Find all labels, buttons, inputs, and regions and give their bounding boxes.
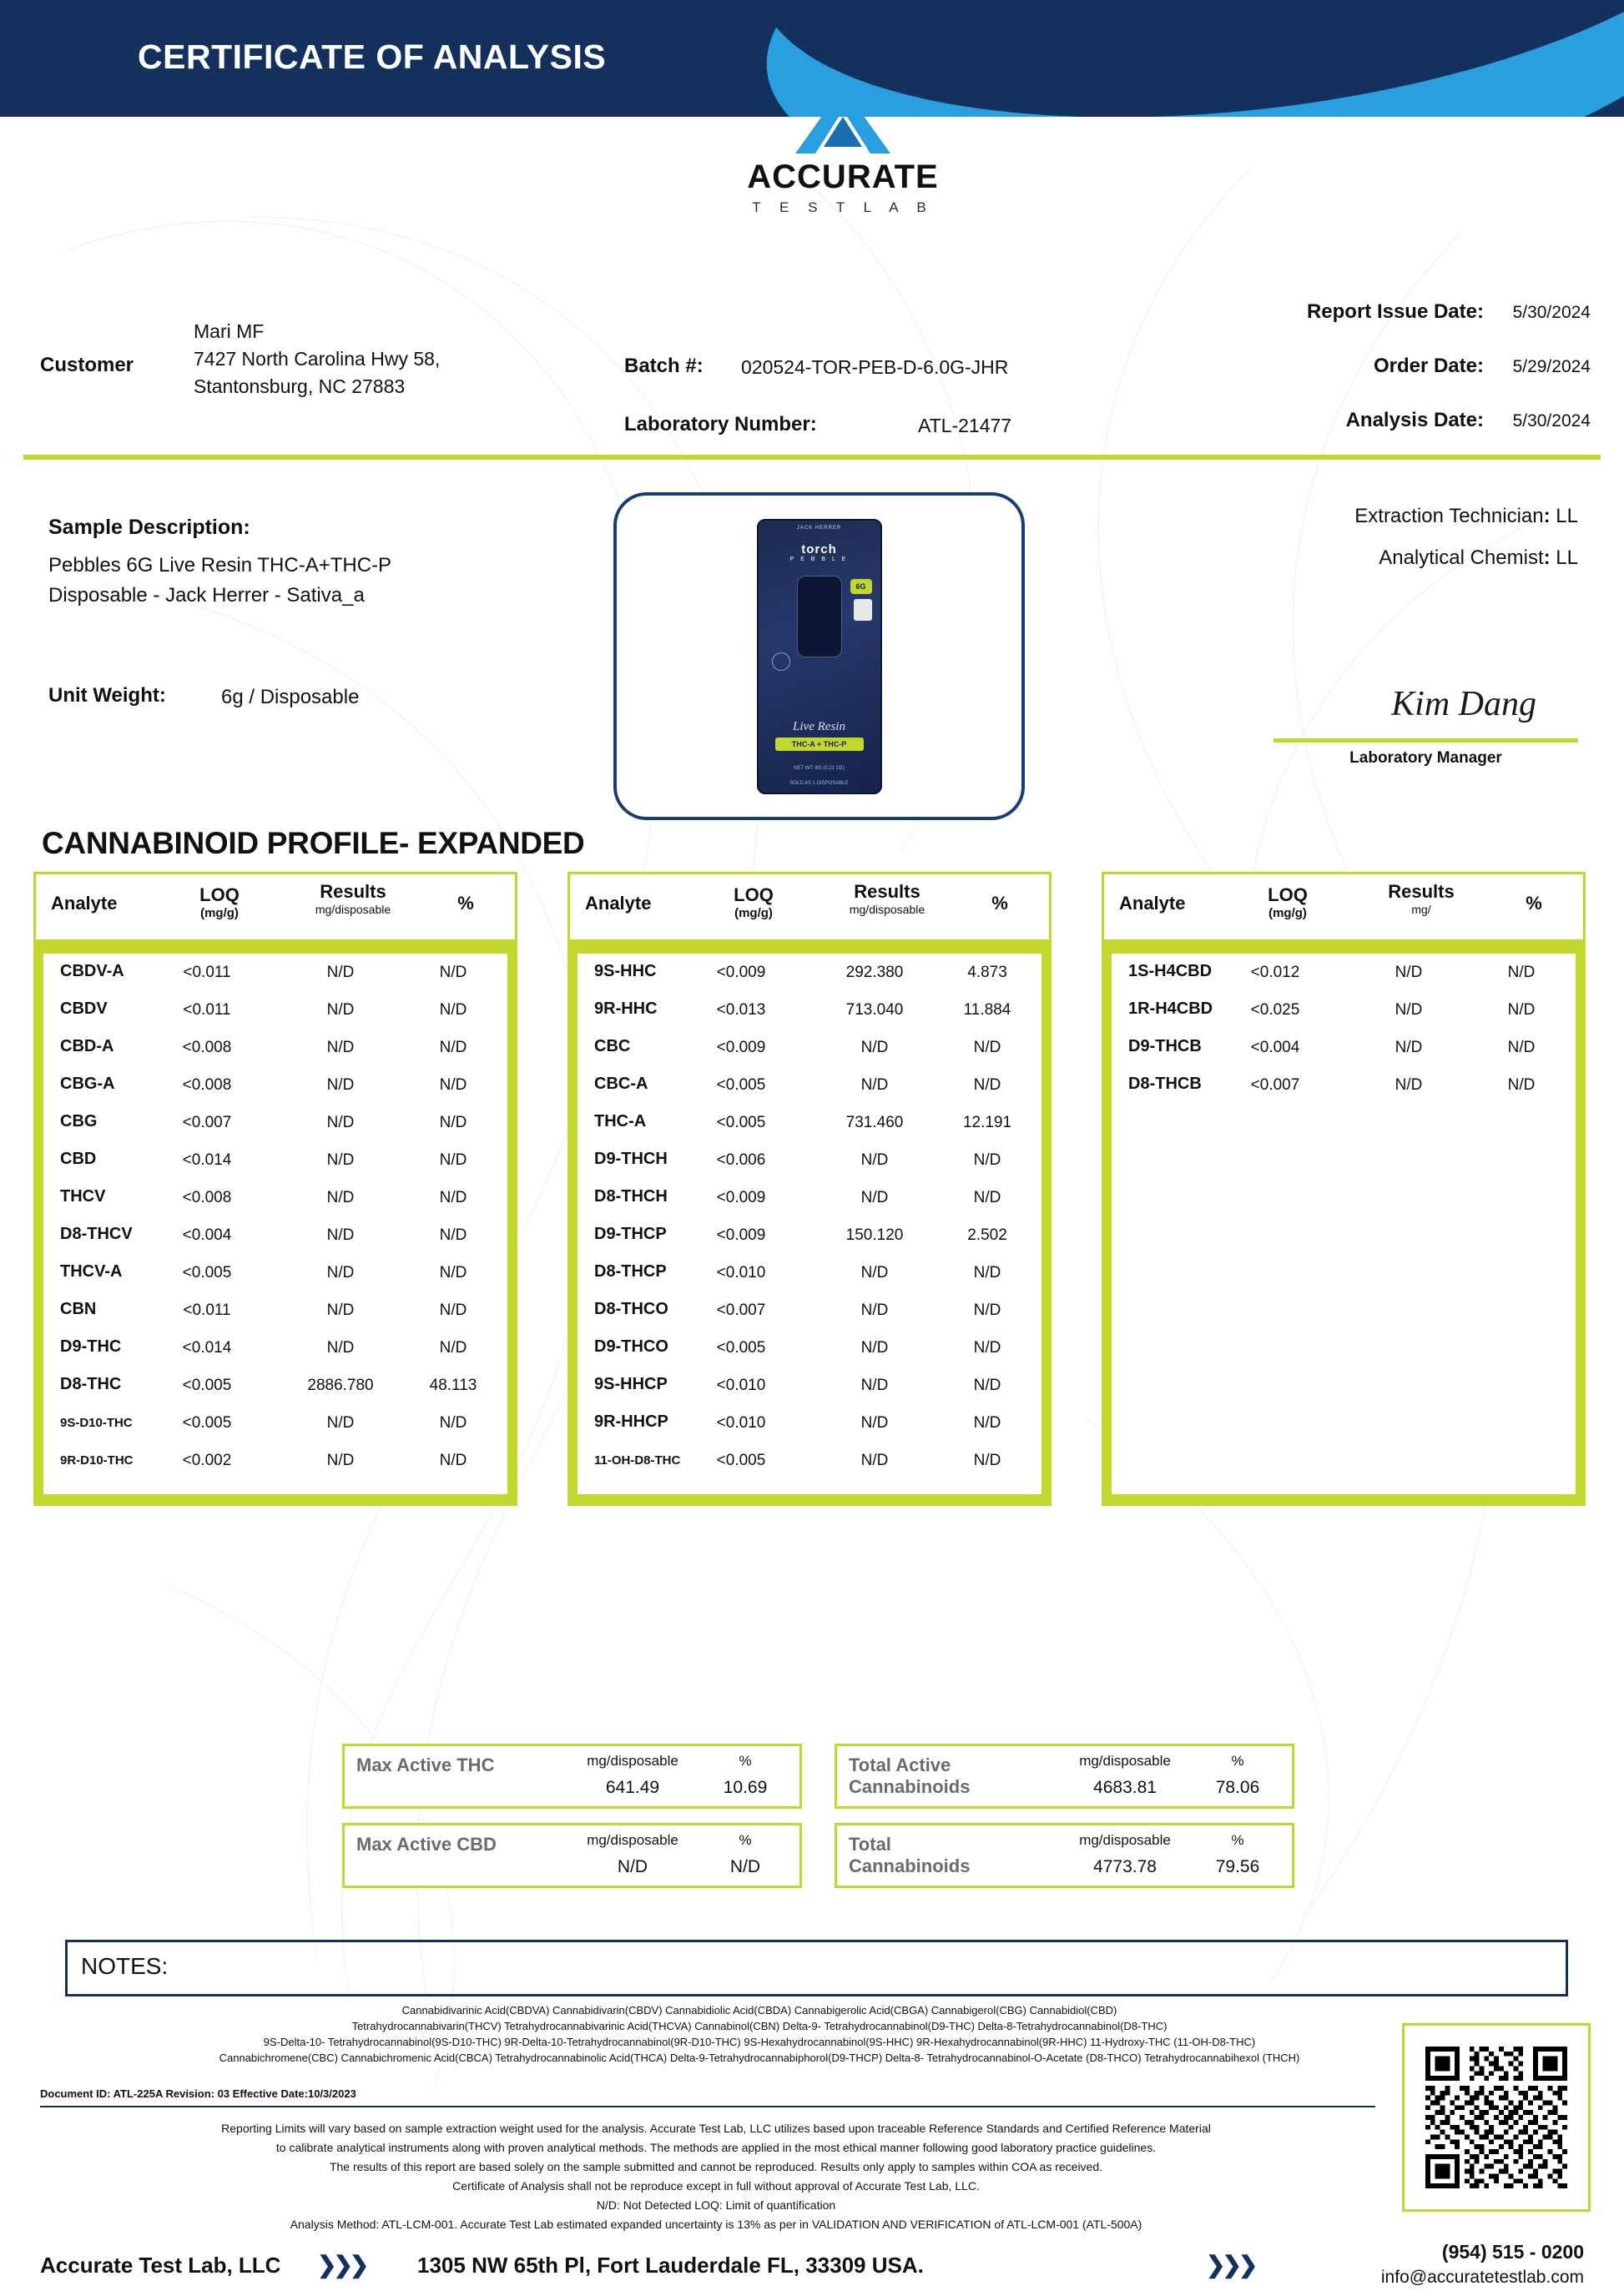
analyte-name: D9-THC <box>60 1337 122 1356</box>
table-row <box>1112 1029 1576 1066</box>
customer-label: Customer <box>40 354 134 376</box>
total-active-cannabinoids-box <box>835 1744 1294 1809</box>
analyte-name: D9-THCO <box>594 1337 668 1356</box>
analyte-name: 11-OH-D8-THC <box>594 1453 681 1468</box>
legend-line-1: Cannabidivarinic Acid(CBDVA) Cannabidivarin(CBDV) Cannabidiolic Acid(CBDA) Cannabigerolic Acid(CBGA) Cannabigerol(CBG) Cannabidiol(CBD) <box>401 2004 1117 2017</box>
analyte-result: N/D <box>326 1076 355 1094</box>
analyte-result: 292.380 <box>845 964 904 981</box>
analyte-result: N/D <box>326 1264 355 1281</box>
notes-label: NOTES: <box>81 1953 169 1979</box>
report-issue-date-label: Report Issue Date: <box>1306 300 1484 323</box>
analyte-name: CBD <box>60 1150 97 1168</box>
total-active-label-2: Cannabinoids <box>849 1776 971 1797</box>
analyte-result: N/D <box>326 964 355 981</box>
analyte-loq: <0.005 <box>182 1377 232 1394</box>
footer-arrows-right-icon: ❯❯❯ <box>1206 2252 1255 2278</box>
product-image-frame <box>613 492 1025 820</box>
product-brand-sub: P E B B L E <box>789 556 849 562</box>
product-brand <box>757 542 882 562</box>
table-1-body <box>33 954 517 1494</box>
table-row <box>43 1179 507 1216</box>
analyte-percent: N/D <box>439 1039 467 1056</box>
table-1-header <box>33 872 517 942</box>
sample-desc-line2: Disposable - Jack Herrer - Sativa_a <box>48 584 365 607</box>
analyte-percent: 11.884 <box>963 1001 1011 1019</box>
product-brand-name: torch <box>801 541 837 556</box>
analyte-percent: N/D <box>439 1001 467 1019</box>
analyte-percent: N/D <box>439 1189 467 1206</box>
table-2-topbar <box>567 942 1052 954</box>
analysis-date-value: 5/30/2024 <box>1512 411 1591 430</box>
product-seal-icon <box>772 652 790 671</box>
disclaimer-line-3: The results of this report are based solely on the sample submitted and cannot be reproduced. Results only apply to samples within COA as received. <box>329 2160 1103 2173</box>
analyte-name: CBDV-A <box>60 962 124 980</box>
analyte-result: N/D <box>860 1452 889 1469</box>
analyte-result: N/D <box>860 1189 889 1206</box>
analyte-percent: 4.873 <box>967 964 1007 981</box>
table-row <box>43 1329 507 1367</box>
col-percent-header: % <box>1526 893 1542 914</box>
product-sold-as: SOLD AS 1 DISPOSABLE <box>789 780 849 786</box>
analyte-loq: <0.008 <box>182 1076 232 1094</box>
product-thc-banner: THC-A + THC-P <box>775 738 864 751</box>
footer-address: 1305 NW 65th Pl, Fort Lauderdale FL, 33309 USA. <box>417 2253 924 2278</box>
cannabinoid-table-3 <box>1102 872 1586 1506</box>
analyte-result: N/D <box>1395 964 1423 981</box>
max-active-thc-pct-unit: % <box>739 1753 752 1769</box>
col-percent-header: % <box>457 893 474 914</box>
max-active-thc-pct: 10.69 <box>723 1778 768 1797</box>
analyte-loq: <0.013 <box>716 1001 766 1019</box>
total-active-pct: 78.06 <box>1215 1778 1260 1797</box>
col-analyte-header: Analyte <box>585 893 652 914</box>
table-3-body <box>1102 954 1586 1494</box>
table-row <box>43 991 507 1029</box>
table-row <box>43 954 507 991</box>
order-date-label: Order Date: <box>1373 355 1484 377</box>
footer-email[interactable]: info@accuratetestlab.com <box>1380 2268 1584 2287</box>
analyte-percent: N/D <box>973 1151 1001 1169</box>
customer-address <box>194 318 440 400</box>
table-row <box>43 1367 507 1404</box>
signature-title: Laboratory Manager <box>1349 749 1502 767</box>
analyte-loq: <0.010 <box>716 1414 766 1432</box>
analyte-name: CBDV <box>60 999 108 1018</box>
sample-description-text <box>48 551 566 611</box>
analyte-loq: <0.025 <box>1250 1001 1300 1019</box>
laboratory-number-label: Laboratory Number: <box>624 413 817 436</box>
analyte-name: 1R-H4CBD <box>1128 999 1213 1018</box>
table-row <box>43 1442 507 1479</box>
page-title: CERTIFICATE OF ANALYSIS <box>138 38 607 76</box>
analyte-name: CBG <box>60 1112 98 1130</box>
analyte-result: N/D <box>1395 1039 1423 1056</box>
analyte-name: D8-THCV <box>60 1225 133 1243</box>
analyte-loq: <0.014 <box>182 1339 232 1357</box>
accurate-logo-icon <box>789 83 897 157</box>
disclaimer <box>40 2119 1392 2234</box>
disclaimer-line-1: Reporting Limits will vary based on sample extraction weight used for the analysis. Accurate Test Lab, LLC utilizes based upon traceable Reference Standards and Certified Reference Material <box>221 2122 1211 2135</box>
analyte-percent: N/D <box>439 1414 467 1432</box>
max-active-thc-value: 641.49 <box>605 1778 660 1797</box>
analyte-name: 9R-HHCP <box>594 1412 668 1431</box>
table-2-header <box>567 872 1052 942</box>
analyte-loq: <0.006 <box>716 1151 766 1169</box>
table-row <box>1112 991 1576 1029</box>
analyte-percent: N/D <box>439 964 467 981</box>
analyte-loq: <0.010 <box>716 1377 766 1394</box>
batch-value: 020524-TOR-PEB-D-6.0G-JHR <box>741 356 1009 378</box>
analyte-percent: N/D <box>1507 1039 1536 1056</box>
table-row <box>43 1254 507 1292</box>
max-active-thc-box <box>342 1744 802 1809</box>
analyte-percent: 2.502 <box>967 1226 1007 1244</box>
total-active-pct-unit: % <box>1231 1753 1244 1769</box>
analyte-result: 713.040 <box>845 1001 904 1019</box>
analyte-percent: N/D <box>439 1339 467 1357</box>
analyte-name: 9R-HHC <box>594 999 658 1018</box>
analyte-loq: <0.005 <box>716 1114 766 1131</box>
analyte-result: N/D <box>860 1339 889 1357</box>
analyte-result: N/D <box>326 1114 355 1131</box>
batch-label: Batch #: <box>624 355 704 377</box>
total-active-unit: mg/disposable <box>1079 1753 1171 1769</box>
analyte-name: D8-THCB <box>1128 1075 1202 1093</box>
report-issue-date-value: 5/30/2024 <box>1512 303 1591 322</box>
analyte-loq: <0.011 <box>183 1302 231 1319</box>
col-analyte-header: Analyte <box>1119 893 1186 914</box>
analyte-percent: 48.113 <box>429 1377 477 1394</box>
logo-subtitle: T E S T L A B <box>752 199 934 215</box>
disclaimer-line-5: N/D: Not Detected LOQ: Limit of quantification <box>596 2198 836 2212</box>
product-size-badge: 6G <box>850 579 872 594</box>
analyte-name: D9-THCH <box>594 1150 668 1168</box>
table-row <box>43 1404 507 1442</box>
table-row <box>43 1104 507 1141</box>
extraction-technician: Extraction Technician: LL <box>1354 505 1578 527</box>
analyte-name: CBN <box>60 1300 97 1318</box>
logo-wordmark: ACCURATE <box>747 159 939 195</box>
analyte-result: N/D <box>860 1377 889 1394</box>
analyte-name: D8-THCH <box>594 1187 668 1206</box>
unit-weight-label <box>48 684 166 707</box>
analyte-percent: N/D <box>1507 1076 1536 1094</box>
cannabinoid-table-1 <box>33 872 517 1506</box>
analyte-result: N/D <box>1395 1001 1423 1019</box>
divider-green <box>23 455 1601 460</box>
analyte-result: N/D <box>326 1414 355 1432</box>
analyte-percent: N/D <box>973 1039 1001 1056</box>
col-loq-header: LOQ (mg/g) <box>199 884 240 920</box>
table-1-botbar <box>33 1494 517 1506</box>
analyte-percent: N/D <box>439 1076 467 1094</box>
analyte-loq: <0.007 <box>1250 1076 1300 1094</box>
col-results-header: Results mg/ <box>1388 881 1455 916</box>
product-photo <box>757 519 882 794</box>
analyte-result: N/D <box>326 1339 355 1357</box>
analyte-loq: <0.011 <box>183 1001 231 1019</box>
col-percent-header: % <box>991 893 1008 914</box>
order-date-value: 5/29/2024 <box>1512 357 1591 376</box>
analyte-result: N/D <box>326 1189 355 1206</box>
analyte-loq: <0.004 <box>1250 1039 1300 1056</box>
analyte-percent: N/D <box>973 1189 1001 1206</box>
table-row <box>577 1104 1041 1141</box>
signature-rule <box>1273 738 1578 743</box>
analyte-result: N/D <box>326 1452 355 1469</box>
analyte-result: 731.460 <box>845 1114 904 1131</box>
table-1-topbar <box>33 942 517 954</box>
qr-code-icon[interactable] <box>1425 2047 1567 2188</box>
analyte-percent: N/D <box>1507 1001 1536 1019</box>
analyte-name: D9-THCP <box>594 1225 667 1243</box>
analyte-name: THC-A <box>594 1112 647 1130</box>
analyte-percent: N/D <box>973 1452 1001 1469</box>
analyte-name: 9S-HHCP <box>594 1375 668 1393</box>
analyte-loq: <0.009 <box>716 964 766 981</box>
analyte-loq: <0.005 <box>182 1264 232 1281</box>
analyte-result: N/D <box>326 1001 355 1019</box>
max-active-cbd-unit: mg/disposable <box>587 1832 678 1848</box>
product-label-badge <box>854 599 872 621</box>
analyte-name: CBD-A <box>60 1037 114 1055</box>
analyte-result: N/D <box>860 1039 889 1056</box>
disclaimer-line-2: to calibrate analytical instruments along with proven analytical methods. The methods are applied in the most ethical manner following good laboratory practice guidelines. <box>275 2141 1157 2154</box>
customer-name: Mari MF <box>194 320 265 342</box>
qr-code-box[interactable] <box>1402 2023 1591 2212</box>
table-row <box>577 1179 1041 1216</box>
analyte-name: THCV <box>60 1187 106 1206</box>
analyte-result: 150.120 <box>845 1226 904 1244</box>
analyte-loq: <0.011 <box>183 964 231 981</box>
col-loq-header: LOQ (mg/g) <box>1268 884 1308 920</box>
analyte-name: 9R-D10-THC <box>60 1453 134 1468</box>
analysis-date-label: Analysis Date: <box>1345 409 1484 431</box>
customer-addr2: Stantonsburg, NC 27883 <box>194 375 406 397</box>
table-3-topbar <box>1102 942 1586 954</box>
document-info: Document ID: ATL-225A Revision: 03 Effective Date:10/3/2023 <box>40 2087 356 2100</box>
analyte-percent: N/D <box>973 1264 1001 1281</box>
total-active-label-1: Total Active <box>849 1755 951 1775</box>
analyte-loq: <0.005 <box>716 1076 766 1094</box>
analyte-name: CBC-A <box>594 1075 648 1093</box>
analytical-chemist-label: Analytical Chemist <box>1379 546 1544 569</box>
analyte-loq: <0.007 <box>716 1302 766 1319</box>
footer-arrows-left-icon: ❯❯❯ <box>317 2252 366 2278</box>
analyte-name: 1S-H4CBD <box>1128 962 1213 980</box>
analyte-percent: 12.191 <box>962 1114 1012 1131</box>
total-unit: mg/disposable <box>1079 1832 1171 1848</box>
unit-weight-value: 6g / Disposable <box>221 686 360 708</box>
col-results-header: Results mg/disposable <box>315 881 391 916</box>
product-top-text: JACK HERRER <box>796 525 842 531</box>
table-row <box>577 954 1041 991</box>
analyte-result: N/D <box>326 1039 355 1056</box>
analyte-loq: <0.008 <box>182 1189 232 1206</box>
analyte-percent: N/D <box>439 1264 467 1281</box>
customer-addr1: 7427 North Carolina Hwy 58, <box>194 348 441 370</box>
analyte-percent: N/D <box>439 1226 467 1244</box>
analyte-name: 9S-HHC <box>594 962 657 980</box>
total-active-value: 4683.81 <box>1093 1778 1157 1797</box>
max-active-cbd-label: Max Active CBD <box>356 1834 497 1855</box>
max-active-thc-unit: mg/disposable <box>587 1753 678 1769</box>
legend-line-4: Cannabichromene(CBC) Cannabichromenic Acid(CBCA) Tetrahydrocannabinolic Acid(THCA) Delta-9-Tetrahydrocannabiphorol(D9-THCP) Delta-8- Tetrahydrocannabinol-O-Acetate (D8-THCO) Tetrahydrocannabihexol (THCH) <box>219 2052 1300 2064</box>
analyte-loq: <0.005 <box>716 1339 766 1357</box>
table-row <box>577 1329 1041 1367</box>
sample-desc-line1: Pebbles 6G Live Resin THC-A+THC-P <box>48 554 392 577</box>
analyte-percent: N/D <box>973 1076 1001 1094</box>
table-row <box>577 1141 1041 1179</box>
analyte-percent: N/D <box>439 1452 467 1469</box>
legend-line-3: 9S-Delta-10- Tetrahydrocannabinol(9S-D10-THC) 9R-Delta-10-Tetrahydrocannabinol(9R-D10-THC) 9S-Hexahydrocannabinol(9S-HHC) 9R-Hexahydrocannabinol(9R-HHC) 11-Hydroxy-THC (11-OH-D8-THC) <box>263 2036 1256 2048</box>
analyte-loq: <0.005 <box>716 1452 766 1469</box>
laboratory-number-value: ATL-21477 <box>918 415 1012 436</box>
abbreviation-legend <box>50 2002 1469 2066</box>
total-pct-unit: % <box>1231 1832 1244 1848</box>
analyte-name: D9-THCB <box>1128 1037 1202 1055</box>
max-active-thc-label: Max Active THC <box>356 1755 495 1775</box>
legend-line-2: Tetrahydrocannabivarin(THCV) Tetrahydrocannabivarinic Acid(THCVA) Cannabinol(CBN) Delta-9- Tetrahydrocannabinol(D9-THC) Delta-8-Tetrahydrocannabinol(D8-THC) <box>351 2020 1168 2032</box>
table-3-header <box>1102 872 1586 942</box>
analytical-chemist-value: LL <box>1556 546 1578 569</box>
analyte-percent: N/D <box>439 1151 467 1169</box>
sample-description-label: Sample Description: <box>48 516 250 539</box>
analyte-percent: N/D <box>439 1114 467 1131</box>
analyte-result: N/D <box>326 1226 355 1244</box>
max-active-cbd-value: N/D <box>617 1857 648 1876</box>
analyte-loq: <0.002 <box>182 1452 232 1469</box>
analyte-loq: <0.009 <box>716 1226 766 1244</box>
table-row <box>577 991 1041 1029</box>
col-analyte-header: Analyte <box>51 893 118 914</box>
company-logo <box>705 83 981 216</box>
analyte-name: D8-THC <box>60 1375 122 1393</box>
analyte-result: 2886.780 <box>307 1377 374 1394</box>
total-label-2: Cannabinoids <box>849 1855 971 1876</box>
analyte-percent: N/D <box>1507 964 1536 981</box>
product-script-text: Live Resin <box>793 719 845 733</box>
total-cannabinoids-box <box>835 1823 1294 1888</box>
analyte-loq: <0.010 <box>716 1264 766 1281</box>
table-row <box>577 1367 1041 1404</box>
analyte-loq: <0.005 <box>182 1414 232 1432</box>
col-loq-header: LOQ (mg/g) <box>734 884 774 920</box>
analyte-result: N/D <box>1395 1076 1423 1094</box>
total-value: 4773.78 <box>1093 1857 1157 1876</box>
notes-box <box>65 1940 1568 1996</box>
table-row <box>577 1404 1041 1442</box>
analyte-percent: N/D <box>973 1302 1001 1319</box>
cannabinoid-profile-title: CANNABINOID PROFILE- EXPANDED <box>42 826 585 860</box>
total-pct: 79.56 <box>1215 1857 1260 1876</box>
unit-weight-text: Unit Weight: <box>48 684 166 707</box>
footer-phone[interactable]: (954) 515 - 0200 <box>1441 2241 1584 2263</box>
analyte-result: N/D <box>326 1151 355 1169</box>
analyte-percent: N/D <box>973 1377 1001 1394</box>
table-row <box>1112 1066 1576 1104</box>
analyte-result: N/D <box>326 1302 355 1319</box>
signature: Kim Dang <box>1391 685 1536 723</box>
analyte-name: D8-THCO <box>594 1300 668 1318</box>
analyte-percent: N/D <box>973 1414 1001 1432</box>
table-2-botbar <box>567 1494 1052 1506</box>
table-row <box>43 1066 507 1104</box>
analyte-result: N/D <box>860 1414 889 1432</box>
table-row <box>43 1216 507 1254</box>
analyte-percent: N/D <box>973 1339 1001 1357</box>
analyte-name: CBG-A <box>60 1075 115 1093</box>
footer-company: Accurate Test Lab, LLC <box>40 2253 281 2278</box>
total-label-1: Total <box>849 1834 891 1855</box>
cannabinoid-table-2 <box>567 872 1052 1506</box>
document-divider <box>40 2106 1375 2107</box>
max-active-cbd-pct-unit: % <box>739 1832 752 1848</box>
table-row <box>577 1066 1041 1104</box>
product-device-shape <box>797 576 842 657</box>
analyte-name: 9S-D10-THC <box>60 1416 133 1430</box>
analyte-loq: <0.009 <box>716 1039 766 1056</box>
analyte-loq: <0.014 <box>182 1151 232 1169</box>
table-row <box>577 1292 1041 1329</box>
table-row <box>577 1029 1041 1066</box>
analytical-chemist: Analytical Chemist: LL <box>1379 546 1578 569</box>
table-row <box>577 1442 1041 1479</box>
analyte-loq: <0.008 <box>182 1039 232 1056</box>
table-row <box>577 1216 1041 1254</box>
col-results-header: Results mg/disposable <box>849 881 925 916</box>
analyte-result: N/D <box>860 1151 889 1169</box>
analyte-result: N/D <box>860 1264 889 1281</box>
table-row <box>43 1141 507 1179</box>
max-active-cbd-pct: N/D <box>729 1857 761 1876</box>
analyte-loq: <0.009 <box>716 1189 766 1206</box>
extraction-technician-value: LL <box>1556 505 1578 527</box>
product-net-weight: NET WT: 6G (0.21 OZ) <box>794 765 845 771</box>
analyte-name: CBC <box>594 1037 631 1055</box>
table-3-botbar <box>1102 1494 1586 1506</box>
table-row <box>43 1292 507 1329</box>
analyte-name: THCV-A <box>60 1262 123 1281</box>
table-2-body <box>567 954 1052 1494</box>
analyte-name: D8-THCP <box>594 1262 667 1281</box>
analyte-percent: N/D <box>439 1302 467 1319</box>
max-active-cbd-box <box>342 1823 802 1888</box>
disclaimer-line-6: Analysis Method: ATL-LCM-001. Accurate Test Lab estimated expanded uncertainty is 13% as per in VALIDATION AND VERIFICATION of ATL-LCM-001 (ATL-500A) <box>290 2218 1142 2231</box>
table-row <box>577 1254 1041 1292</box>
analyte-loq: <0.004 <box>182 1226 232 1244</box>
table-row <box>43 1029 507 1066</box>
disclaimer-line-4: Certificate of Analysis shall not be reproduce except in full without approval of Accurate Test Lab, LLC. <box>452 2179 980 2193</box>
extraction-technician-label: Extraction Technician <box>1354 505 1544 527</box>
analyte-loq: <0.007 <box>182 1114 232 1131</box>
analyte-result: N/D <box>860 1302 889 1319</box>
table-row <box>1112 954 1576 991</box>
analyte-loq: <0.012 <box>1250 964 1300 981</box>
analyte-result: N/D <box>860 1076 889 1094</box>
